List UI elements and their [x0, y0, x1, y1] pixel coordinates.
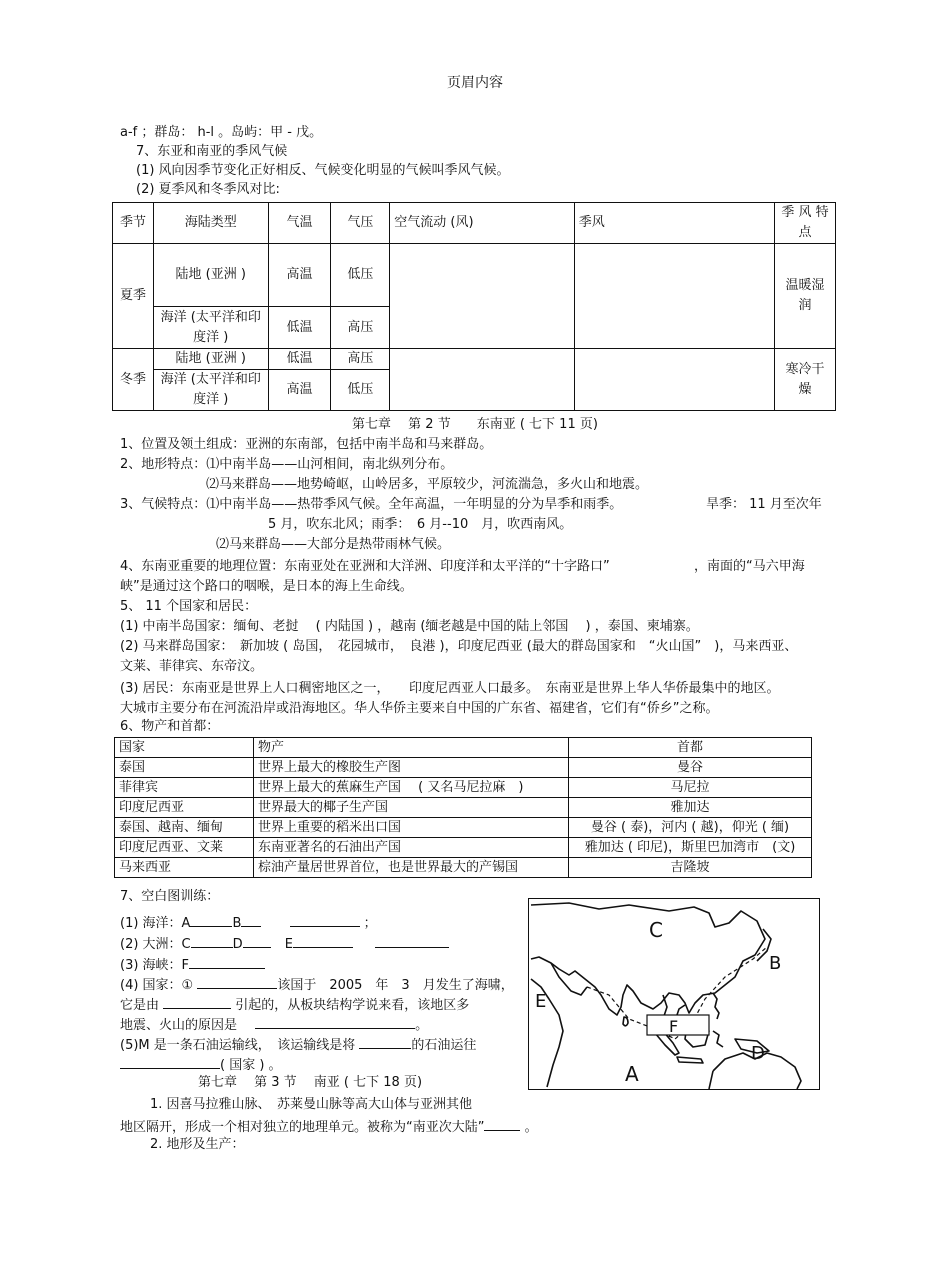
header-temp: 气温: [268, 203, 331, 244]
blank-destination: [120, 1054, 220, 1069]
row-country: 印度尼西亚、文莱: [115, 838, 254, 858]
section-7-item-2: (2) 夏季风和冬季风对比:: [136, 182, 280, 197]
summer-land: 陆地 (亚洲 ): [153, 244, 268, 307]
sa-line-2: 2. 地形及生产：: [150, 1137, 245, 1152]
se-line-7b: ，南面的“马六甲海: [694, 559, 805, 574]
row-capital: 雅加达 ( 印尼)，斯里巴加湾市 (文): [569, 838, 812, 858]
winter-feature: 寒冷干燥: [775, 349, 836, 411]
blank-b: [241, 912, 261, 927]
se-line-4b: 旱季： 11 月至次年: [706, 497, 822, 512]
summer-ocean: 海洋 (太平洋和印度洋 ): [153, 307, 268, 349]
header-monsoon: 季风: [574, 203, 774, 244]
q4-label: (4) 国家：①: [120, 978, 194, 993]
winter-ocean: 海洋 (太平洋和印度洋 ): [153, 370, 268, 411]
map-label-b: B: [769, 953, 782, 974]
map-q3: [120, 954, 265, 975]
se-line-2: 2、地形特点：⑴中南半岛——山河相间，南北纵列分布。: [120, 457, 454, 472]
q1-label-b: B: [232, 916, 242, 931]
row-capital: 雅加达: [569, 798, 812, 818]
row-capital: 马尼拉: [569, 778, 812, 798]
sri-lanka: [623, 1017, 628, 1026]
q5-text-1: (5)M 是一条石油运输线， 该运输线是将: [120, 1038, 356, 1053]
row-country: 马来西亚: [115, 858, 254, 878]
se-line-7a: 4、东南亚重要的地理位置：东南亚处在亚洲和大洋洲、印度洋和太平洋的“十字路口”: [120, 559, 610, 574]
q4-text-1: 该国于 2005 年 3 月发生了海啸，: [277, 978, 514, 993]
row-product: 世界上最大的蕉麻生产国 ( 又名马尼拉麻 ): [254, 778, 569, 798]
map-q5-line1: [120, 1034, 476, 1055]
winter-ocean-pressure: 低压: [331, 370, 390, 411]
map-q1: [120, 912, 377, 933]
asia-coastline: [531, 903, 765, 1015]
blank-a: [190, 912, 232, 927]
map-q2: [120, 933, 449, 954]
header-season: 季节: [113, 203, 154, 244]
header-air: 空气流动 (风): [390, 203, 574, 244]
se-line-13: (3) 居民：东南亚是世界上人口稠密地区之一， 印度尼西亚人口最多。 东南亚是世界上华人华侨最集中的地区。: [120, 681, 780, 696]
table-row: [115, 778, 812, 798]
se-line-9: 5、 11 个国家和居民：: [120, 599, 258, 614]
row-country: 印度尼西亚: [115, 798, 254, 818]
summer-air-cell: [390, 244, 574, 349]
q4-text-2: 它是由: [120, 998, 160, 1013]
row-product: 世界上最大的橡胶生产图: [254, 758, 569, 778]
section-7-title: 7、东亚和南亚的季风气候: [136, 144, 288, 159]
table-row: [115, 758, 812, 778]
se-line-4a: 3、气候特点：⑴中南半岛——热带季风气候。全年高温，一年明显的分为旱季和雨季。: [120, 497, 623, 512]
monsoon-comparison-table: [112, 202, 836, 411]
table-row: [115, 858, 812, 878]
se-line-10: (1) 中南半岛国家：缅甸、老挝 ( 内陆国 ) ，越南 (缅老越是中国的陆上邻国 ) ，泰国、柬埔寨。: [120, 619, 699, 634]
se-line-3: ⑵马来群岛——地势崎岖，山岭居多，平原较少，河流湍急，多火山和地震。: [206, 477, 649, 492]
summer-monsoon-cell: [574, 244, 774, 349]
header-product: 物产: [254, 738, 569, 758]
row-country: 菲律宾: [115, 778, 254, 798]
row-product: 东南亚著名的石油出产国: [254, 838, 569, 858]
se-line-15: 6、物产和首都：: [120, 719, 220, 734]
section-7-item-1: (1) 风向因季节变化正好相反、气候变化明显的气候叫季风气候。: [136, 163, 510, 178]
header-pressure: 气压: [331, 203, 390, 244]
summer-land-temp: 高温: [268, 244, 331, 307]
summer-ocean-pressure: 高压: [331, 307, 390, 349]
se-line-12: 文莱、菲律宾、东帝汶。: [120, 659, 264, 674]
se-line-11: (2) 马来群岛国家： 新加坡 ( 岛国， 花园城市， 良港 )，印度尼西亚 (最大的群岛国家和 “火山国” )，马来西亚、: [120, 639, 798, 654]
se-line-14: 大城市主要分布在河流沿岸或沿海地区。华人华侨主要来自中国的广东省、福建省，它们有“侨乡”之称。: [120, 701, 719, 716]
q5-text-2: 的石油运往: [411, 1038, 477, 1053]
blank-cause: [163, 994, 231, 1009]
map-label-c: C: [649, 918, 663, 942]
q3-label: (3) 海峡：F: [120, 958, 190, 973]
row-capital: 曼谷: [569, 758, 812, 778]
blank-origin: [359, 1034, 411, 1049]
q5-text-3: ( 国家 ) 。: [220, 1058, 282, 1073]
table-header-row: [115, 738, 812, 758]
row-country: 泰国: [115, 758, 254, 778]
map-label-d: D: [751, 1043, 765, 1064]
java-island: [677, 1057, 703, 1063]
map-label-a: A: [625, 1062, 639, 1086]
row-product: 棕油产量居世界首位，也是世界最大的产锡国: [254, 858, 569, 878]
blank-e2: [375, 933, 449, 948]
chapter-7-3-title: 第七章 第 3 节 南亚 ( 七下 18 页): [198, 1075, 423, 1090]
winter-ocean-temp: 高温: [268, 370, 331, 411]
q4-text-5: 。: [415, 1018, 429, 1033]
q4-text-4: 地震、火山的原因是: [120, 1018, 238, 1033]
se-line-6: ⑵马来群岛——大部分是热带雨林气候。: [216, 537, 451, 552]
summer-feature: 温暖湿润: [775, 244, 836, 349]
winter-land-temp: 低温: [268, 349, 331, 370]
sa-line-1a: 1. 因喜马拉雅山脉、 苏莱曼山脉等高大山体与亚洲其他: [150, 1097, 473, 1112]
winter-monsoon-cell: [574, 349, 774, 411]
sulawesi-island: [713, 1031, 723, 1047]
products-capitals-table: [114, 737, 812, 878]
q1-label-a: (1) 海洋：A: [120, 916, 191, 931]
blank-reason: [255, 1014, 415, 1029]
q2-label-c: (2) 大洲：C: [120, 937, 191, 952]
chapter-7-2-title: 第七章 第 2 节 东南亚 ( 七下 11 页): [352, 417, 598, 432]
se-line-1: 1、位置及领土组成：亚洲的东南部，包括中南半岛和马来群岛。: [120, 437, 493, 452]
se-line-5: 5 月，吹东北风；雨季： 6 月--10 月，吹西南风。: [268, 517, 573, 532]
map-label-f: F: [669, 1017, 679, 1036]
row-country: 泰国、越南、缅甸: [115, 818, 254, 838]
blank-b2: [290, 912, 360, 927]
blank-e: [293, 933, 353, 948]
header-type: 海陆类型: [153, 203, 268, 244]
winter-label: 冬季: [113, 349, 154, 411]
map-q4-line3: [120, 1014, 428, 1035]
blank-f: [189, 954, 265, 969]
summer-land-pressure: 低压: [331, 244, 390, 307]
header-capital: 首都: [569, 738, 812, 758]
sa-line-1b-end: 。: [524, 1120, 538, 1135]
australia-west: [709, 1071, 713, 1089]
winter-land: 陆地 (亚洲 ): [153, 349, 268, 370]
q2-label-e: E: [284, 937, 293, 952]
blank-sa: [484, 1116, 520, 1131]
winter-air-cell: [390, 349, 574, 411]
table-row: [115, 818, 812, 838]
blank-map: [528, 898, 820, 1090]
page-header: 页眉内容: [447, 75, 503, 91]
intro-line: a-f ；群岛： h-l 。岛屿：甲 - 戊。: [120, 125, 323, 140]
map-q4-line1: [120, 974, 514, 995]
winter-land-pressure: 高压: [331, 349, 390, 370]
row-capital: 曼谷 ( 泰)，河内 ( 越)，仰光 ( 缅): [569, 818, 812, 838]
q4-text-3: 引起的，从板块结构学说来看，该地区多: [235, 998, 470, 1013]
map-q4-line2: [120, 994, 469, 1015]
blank-country: [197, 974, 277, 989]
sa-line-1b: [120, 1116, 538, 1137]
q2-label-d: D: [232, 937, 243, 952]
row-capital: 吉隆坡: [569, 858, 812, 878]
header-country: 国家: [115, 738, 254, 758]
blank-c: [191, 933, 233, 948]
sa-line-1b-text: 地区隔开，形成一个相对独立的地理单元。被称为“南亚次大陆”: [120, 1120, 485, 1135]
summer-label: 夏季: [113, 244, 154, 349]
map-q5-line2: [120, 1054, 282, 1075]
q1-semicolon: ；: [363, 916, 377, 931]
row-product: 世界最大的椰子生产国: [254, 798, 569, 818]
row-product: 世界上重要的稻米出口国: [254, 818, 569, 838]
summer-ocean-temp: 低温: [268, 307, 331, 349]
map-label-e: E: [535, 991, 547, 1012]
asia-oceania-map-sketch: [529, 899, 819, 1089]
se-line-8: 峡”是通过这个路口的咽喉，是日本的海上生命线。: [120, 579, 413, 594]
table-row: [115, 838, 812, 858]
table-row: [115, 798, 812, 818]
blank-d: [243, 933, 271, 948]
map-exercise-title: 7、空白图训练：: [120, 889, 220, 904]
header-feature: 季 风 特点: [775, 203, 836, 244]
philippines-islands: [713, 993, 719, 1019]
